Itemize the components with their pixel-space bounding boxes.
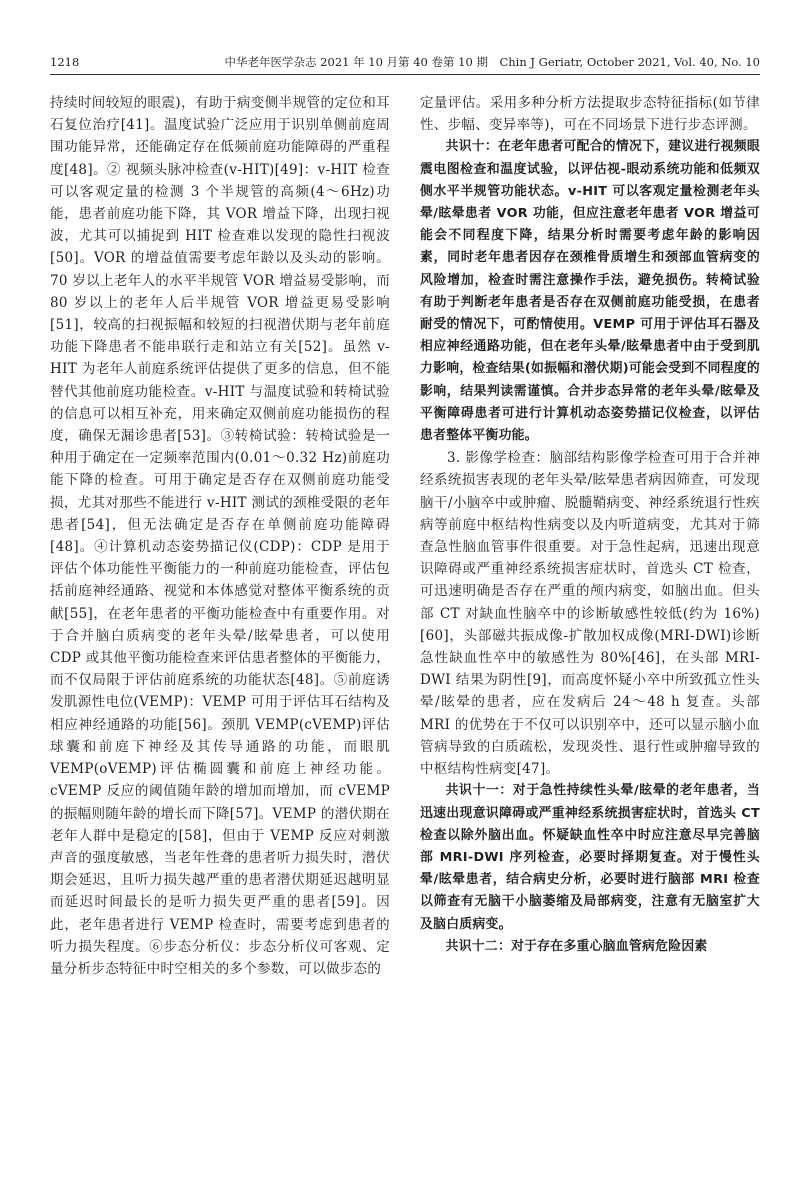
journal-running-title: 中华老年医学杂志 2021 年 10 月第 40 卷第 10 期 Chin J Geriatr, October 2021, Vol. 40, No. 10 (224, 55, 760, 69)
left-column (50, 92, 390, 980)
consensus-10: 共识十：在老年患者可配合的情况下，建议进行视频眼震电图检查和温度试验，以评估视-眼动系统功能和低频双侧水平半规管功能状态。v-HIT 可以客观定量检测老年头晕/眩晕患者 VOR 功能，但应注意老年患者 VOR 增益可能会不同程度下降，结果分析时需要考虑年龄的影响因素，同时老年患者因存在颈椎骨质增生和颈部血管病变的风险增加，检查时需注意操作手法，避免损伤。转椅试验有助于判断老年患者是否存在双侧前庭功能受损，在患者耐受的情况下，可酌情使用。VEMP 可用于评估耳石器及相应神经通路功能，但在老年头晕/眩晕患者中由于受到肌力影响，检查结果(如振幅和潜伏期)可能会受到不同程度的影响，结果判读需谨慎。合并步态异常的老年头晕/眩晕及平衡障碍患者可进行计算机动态姿势描记仪检查，以评估患者整体平衡功能。 (420, 139, 760, 444)
imaging-paragraph: 3. 影像学检查：脑部结构影像学检查可用于合并神经系统损害表现的老年头晕/眩晕患者病因筛查，可发现脑干/小脑卒中或肿瘤、脱髓鞘病变、神经系统退行性疾病等前庭中枢结构性病变以及内听道病变，尤其对于筛查急性脑血管事件很重要。对于急性起病，迅速出现意识障碍或严重神经系统损害症状时，首选头 CT 检查，可迅速明确是否存在严重的颅内病变，如脑出血。但头部 CT 对缺血性脑卒中的诊断敏感性较低(约为 16%)[60]，头部磁共振成像-扩散加权成像(MRI-DWI)诊断急性缺血性卒中的敏感性为 80%[46]，在头部 MRI-DWI 结果为阴性[9]，而高度怀疑小卒中所致孤立性头晕/眩晕的患者，应在发病后 24～48 h 复查。头部 MRI 的优势在于不仅可以识别卒中，还可以显示脑小血管病导致的白质疏松，发现炎性、退行性或肿瘤导致的中枢结构性病变[47]。 (420, 450, 760, 778)
consensus-12: 共识十二：对于存在多重心脑血管病危险因素 (445, 938, 708, 954)
right-column (420, 92, 760, 958)
body-paragraph: 定量评估。采用多种分析方法提取步态特征指标(如节律性、步幅、变异率等)，可在不同场景下进行步态评测。 (420, 95, 760, 134)
consensus-11: 共识十一：对于急性持续性头晕/眩晕的老年患者，当迅速出现意识障碍或严重神经系统损害症状时，首选头 CT 检查以除外脑出血。怀疑缺血性卒中时应注意尽早完善脑部 MRI-DWI 序列检查，必要时择期复查。对于慢性头晕/眩晕患者，结合病史分析，必要时进行脑部 MRI 检查以筛查有无脑干小脑萎缩及局部病变，注意有无脑室扩大及脑白质病变。 (420, 783, 760, 932)
page-number: 1218 (50, 55, 80, 69)
running-header (50, 54, 760, 75)
body-paragraph: 持续时间较短的眼震)，有助于病变侧半规管的定位和耳石复位治疗[41]。温度试验广泛应用于识别单侧前庭周围功能异常，还能确定存在低频前庭功能障碍的严重程度[48]。② 视频头脉冲检查(v-HIT)[49]：v-HIT 检查可以客观定量的检测 3 个半规管的高频(4～6Hz)功能，患者前庭功能下降，其 VOR 增益下降，出现扫视波，尤其可以捕捉到 HIT 检查难以发现的隐性扫视波[50]。VOR 的增益值需要考虑年龄以及头动的影响。70 岁以上老年人的水平半规管 VOR 增益易受影响，而 80 岁以上的老年人后半规管 VOR 增益更易受影响[51]，较高的扫视振幅和较短的扫视潜伏期与老年前庭功能下降患者不能串联行走和站立有关[52]。虽然 v-HIT 为老年人前庭系统评估提供了更多的信息，但不能替代其他前庭功能检查。v-HIT 与温度试验和转椅试验的信息可以相互补充，用来确定双侧前庭功能损伤的程度，确保无漏诊患者[53]。③转椅试验：转椅试验是一种用于确定在一定频率范围内(0.01～0.32 Hz)前庭功能下降的检查。可用于确定是否存在双侧前庭功能受损，尤其对那些不能进行 v-HIT 测试的颈椎受限的老年患者[54]，但无法确定是否存在单侧前庭功能障碍[48]。④计算机动态姿势描记仪(CDP)：CDP 是用于评估个体功能性平衡能力的一种前庭功能检查，评估包括前庭神经通路、视觉和本体感觉对整体平衡系统的贡献[55]，在老年患者的平衡功能检查中有重要作用。对于合并脑白质病变的老年头晕/眩晕患者，可以使用 CDP 或其他平衡功能检查来评估患者整体的平衡能力，而不仅局限于评估前庭系统的功能状态[48]。⑤前庭诱发肌源性电位(VEMP)：VEMP 可用于评估耳石结构及相应神经通路的功能[56]。颈肌 VEMP(cVEMP)评估球囊和前庭下神经及其传导通路的功能，而眼肌 VEMP(oVEMP)评估椭圆囊和前庭上神经功能。cVEMP 反应的阈值随年龄的增加而增加，而 cVEMP 的振幅则随年龄的增长而下降[57]。VEMP 的潜伏期在老年人群中是稳定的[58]，但由于 VEMP 反应对刺激声音的强度敏感，当老年性聋的患者听力损失时，潜伏期会延迟，且听力损失越严重的患者潜伏期延迟越明显而延迟时间最长的是听力损失更严重的患者[59]。因此，老年患者进行 VEMP 检查时，需要考虑到患者的听力损失程度。⑥步态分析仪：步态分析仪可客观、定量分析步态特征中时空相关的多个参数，可以做步态的 (50, 95, 390, 977)
